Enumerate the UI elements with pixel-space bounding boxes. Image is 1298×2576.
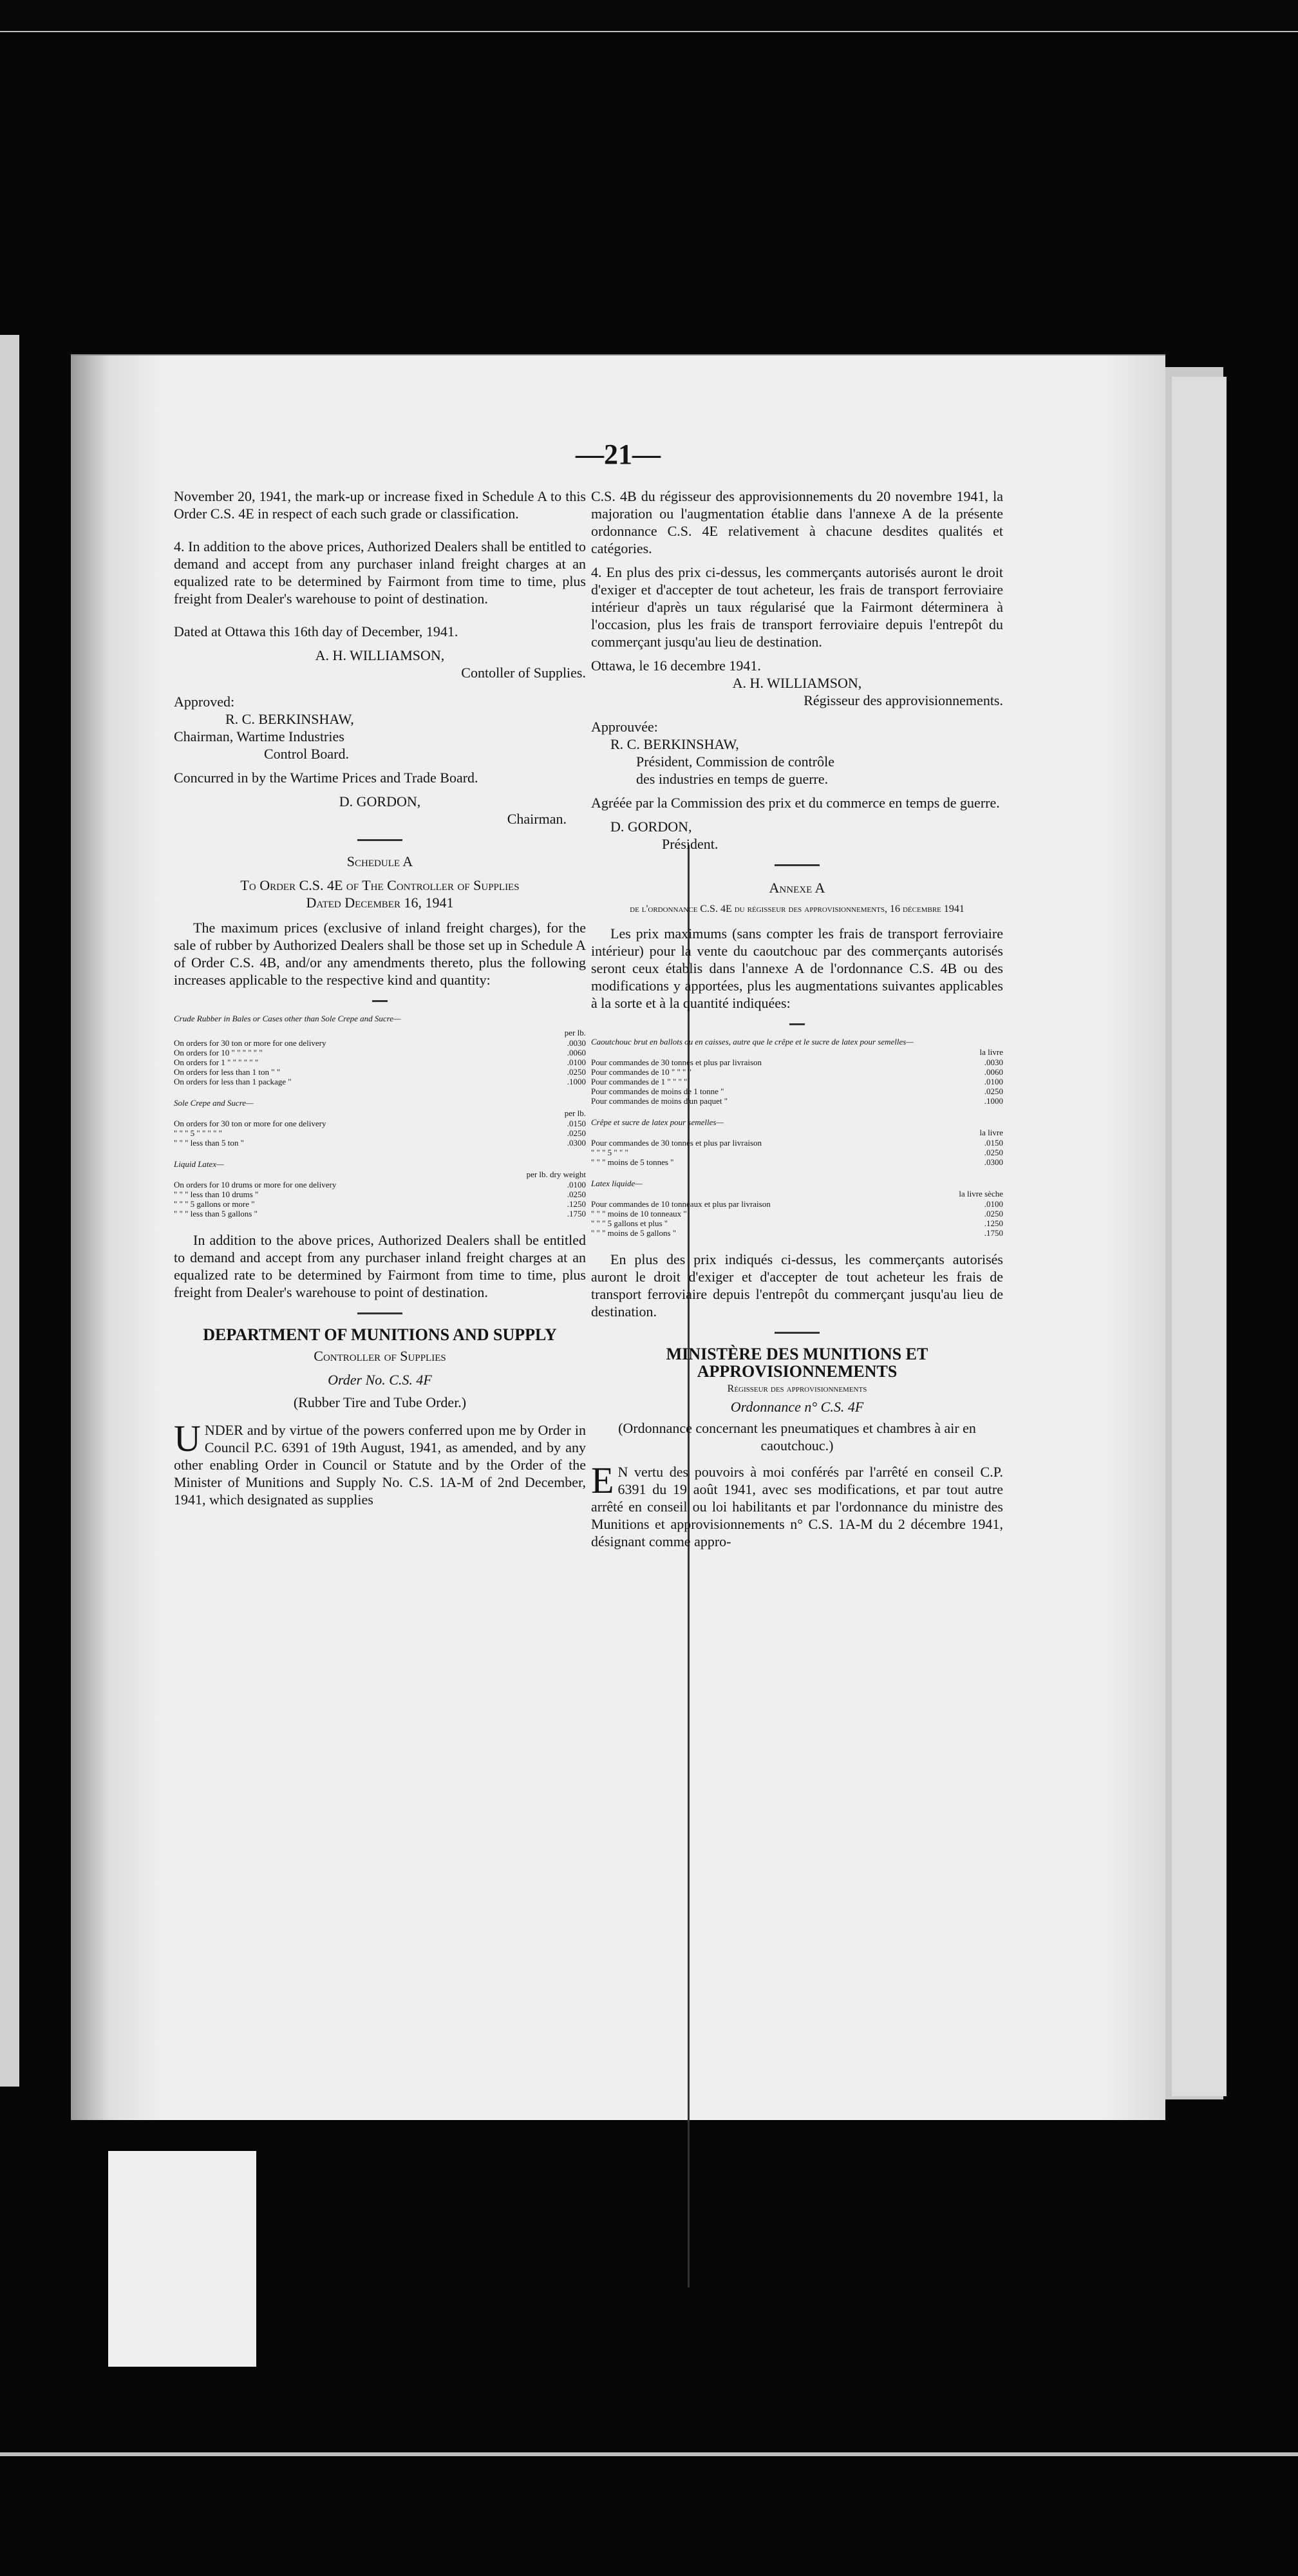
section-heading: Schedule A bbox=[346, 853, 413, 869]
table-unit: per lb. dry weight bbox=[526, 1170, 586, 1179]
row-label: Pour commandes de 1 " " " " bbox=[591, 1077, 688, 1086]
row-value: .0250 bbox=[567, 1189, 586, 1199]
department-heading: APPROVISIONNEMENTS bbox=[697, 1362, 898, 1381]
row-label: " " " moins de 5 tonnes " bbox=[591, 1157, 674, 1167]
row-value: .1250 bbox=[567, 1199, 586, 1209]
row-value: .0100 bbox=[984, 1199, 1003, 1209]
paragraph: Les prix maximums (sans compter les frais de transport ferroviaire intérieur) pour la vente du caoutchouc par des commerçants autorisés seront ceux établis dans l'annexe A de l'ordonnance C.S. 4B ou des modifications y apportées, plus les augmentations suivantes applicables à la sorte et à la quantité indiquées: bbox=[591, 925, 1003, 1011]
drop-cap: U bbox=[174, 1417, 201, 1459]
row-value: .1250 bbox=[984, 1218, 1003, 1228]
department-heading: DEPARTMENT OF MUNITIONS AND SUPPLY bbox=[203, 1325, 557, 1344]
row-label: " " " 5 " " " bbox=[591, 1148, 628, 1157]
divider-rule bbox=[789, 1023, 805, 1025]
row-label: On orders for less than 1 package " bbox=[174, 1077, 292, 1086]
row-value: .0250 bbox=[567, 1128, 586, 1138]
department-heading: MINISTÈRE DES MUNITIONS ET bbox=[666, 1345, 928, 1363]
table-row bbox=[174, 1048, 586, 1057]
row-label: On orders for less than 1 ton " " bbox=[174, 1067, 281, 1077]
row-label: " " " 5 gallons or more " bbox=[174, 1199, 255, 1209]
rate-table bbox=[591, 1057, 1003, 1106]
row-value: .0300 bbox=[567, 1138, 586, 1148]
row-label: " " " moins de 10 tonneaux " bbox=[591, 1209, 687, 1218]
table-row bbox=[174, 1189, 586, 1199]
table-row bbox=[591, 1199, 1003, 1209]
table-row bbox=[591, 1157, 1003, 1167]
signer-name: D. GORDON, bbox=[339, 793, 421, 810]
signer-title: Régisseur des approvisionnements. bbox=[804, 692, 1003, 708]
table-row bbox=[591, 1138, 1003, 1148]
table-heading: Crude Rubber in Bales or Cases other than Sole Crepe and Sucre— bbox=[174, 1014, 401, 1023]
adjacent-page-fragment bbox=[0, 335, 19, 2087]
signer-title: Président. bbox=[662, 836, 719, 852]
row-value: .0100 bbox=[567, 1180, 586, 1189]
rate-table bbox=[591, 1199, 1003, 1238]
row-value: .1000 bbox=[567, 1077, 586, 1086]
signer-name: R. C. BERKINSHAW, bbox=[610, 736, 739, 752]
row-label: On orders for 30 ton or more for one delivery bbox=[174, 1119, 326, 1128]
signer-name: A. H. WILLIAMSON, bbox=[732, 675, 862, 691]
rate-table bbox=[591, 1138, 1003, 1167]
table-row bbox=[591, 1218, 1003, 1228]
table-unit: per lb. bbox=[564, 1028, 586, 1037]
row-value: .0300 bbox=[984, 1157, 1003, 1167]
paragraph-text: N vertu des pouvoirs à moi conférés par l'arrêté en conseil C.P. 6391 du 19 août 1941, avec ses modifications, et par tout autre arrêté en conseil ou loi habilitants et par l'ordonnance du ministre des Munitions et approvisionnements n° C.S. 1A-M du 2 décembre 1941, désignant comme appro- bbox=[591, 1464, 1003, 1549]
paragraph bbox=[591, 1459, 1003, 1550]
divider-rule bbox=[372, 1000, 388, 1002]
table-unit: la livre bbox=[979, 1047, 1003, 1057]
row-label: " " " less than 10 drums " bbox=[174, 1189, 259, 1199]
table-row bbox=[591, 1067, 1003, 1077]
row-label: On orders for 30 ton or more for one delivery bbox=[174, 1038, 326, 1048]
paragraph: Concurred in by the Wartime Prices and Trade Board. bbox=[174, 770, 478, 786]
row-label: " " " less than 5 gallons " bbox=[174, 1209, 258, 1218]
table-row bbox=[174, 1128, 586, 1138]
table-row bbox=[591, 1148, 1003, 1157]
table-unit: la livre sèche bbox=[959, 1189, 1003, 1198]
table-heading: Sole Crepe and Sucre— bbox=[174, 1098, 254, 1108]
french-column bbox=[591, 488, 1003, 1557]
order-subheading: (Rubber Tire and Tube Order.) bbox=[293, 1394, 467, 1410]
paragraph: C.S. 4B du régisseur des approvisionnements du 20 novembre 1941, la majoration ou l'augmentation établie dans l'annexe A de la présente ordonnance C.S. 4E relativement à chacune desdites qualités et catégories. bbox=[591, 488, 1003, 556]
row-value: .1750 bbox=[567, 1209, 586, 1218]
underlying-paper-tab bbox=[108, 2151, 256, 2367]
row-value: .0030 bbox=[567, 1038, 586, 1048]
row-label: Pour commandes de 30 tonnes et plus par livraison bbox=[591, 1138, 762, 1148]
row-label: " " " moins de 5 gallons " bbox=[591, 1228, 677, 1238]
row-label: On orders for 10 drums or more for one delivery bbox=[174, 1180, 337, 1189]
table-heading: Crêpe et sucre de latex pour semelles— bbox=[591, 1117, 724, 1127]
row-value: .0060 bbox=[984, 1067, 1003, 1077]
underlying-page-edge-2 bbox=[1172, 377, 1227, 2096]
paragraph: 4. En plus des prix ci-dessus, les commerçants autorisés auront le droit d'exiger et d'accepter de tout acheteur, les frais de transport ferroviaire intérieur d'après un taux régularisé que la Fairmont déterminera à l'occasion, plus les frais de transport ferroviaire depuis l'entrepôt du commerçant jusqu'au lieu de destination. bbox=[591, 564, 1003, 650]
rate-table bbox=[174, 1119, 586, 1148]
rate-table bbox=[174, 1038, 586, 1086]
table-heading: Latex liquide— bbox=[591, 1179, 643, 1188]
paragraph: In addition to the above prices, Authorized Dealers shall be entitled to demand and accept from any purchaser inland freight charges at an equalized rate to be determined by Fairmont from time to time, plus freight from Dealer's warehouse to point of destination. bbox=[174, 1232, 586, 1300]
order-heading: Order No. C.S. 4F bbox=[328, 1372, 432, 1388]
drop-cap: E bbox=[591, 1459, 614, 1501]
table-row bbox=[591, 1057, 1003, 1067]
paragraph: 4. In addition to the above prices, Authorized Dealers shall be entitled to demand and accept from any purchaser inland freight charges at an equalized rate to be determined by Fairmont from time to time, plus freight from Dealer's warehouse to point of destination. bbox=[174, 538, 586, 607]
dated-line: Ottawa, le 16 decembre 1941. bbox=[591, 658, 761, 674]
english-column bbox=[174, 488, 586, 1515]
section-subheading: To Order C.S. 4E of The Controller of Supplies bbox=[240, 877, 520, 893]
table-row bbox=[591, 1077, 1003, 1086]
signer-name: R. C. BERKINSHAW, bbox=[225, 711, 354, 727]
section-subheading: Dated December 16, 1941 bbox=[306, 895, 454, 911]
controller-heading: Controller of Supplies bbox=[314, 1348, 446, 1364]
row-value: .0030 bbox=[984, 1057, 1003, 1067]
row-label: Pour commandes de 10 " " " " bbox=[591, 1067, 691, 1077]
row-value: .0060 bbox=[567, 1048, 586, 1057]
signer-title: Président, Commission de contrôle bbox=[636, 753, 834, 770]
film-border-top bbox=[0, 0, 1298, 32]
signer-name: A. H. WILLIAMSON, bbox=[315, 647, 445, 663]
page-number: —21— bbox=[576, 439, 661, 470]
table-row bbox=[591, 1209, 1003, 1218]
signer-title: Contoller of Supplies. bbox=[461, 665, 586, 681]
table-row bbox=[174, 1057, 586, 1067]
row-label: Pour commandes de 30 tonnes et plus par livraison bbox=[591, 1057, 762, 1067]
row-label: Pour commandes de 10 tonneaux et plus par livraison bbox=[591, 1199, 771, 1209]
row-label: " " " 5 " " " " " bbox=[174, 1128, 222, 1138]
dated-line: Dated at Ottawa this 16th day of December, 1941. bbox=[174, 623, 458, 639]
section-heading: Annexe A bbox=[769, 880, 825, 896]
divider-rule bbox=[775, 1332, 820, 1334]
row-label: " " " 5 gallons et plus " bbox=[591, 1218, 668, 1228]
row-label: On orders for 1 " " " " " " bbox=[174, 1057, 259, 1067]
document-page bbox=[71, 354, 1165, 2120]
signer-title: Control Board. bbox=[264, 746, 349, 762]
table-row bbox=[174, 1077, 586, 1086]
rate-table bbox=[174, 1180, 586, 1218]
row-value: .0150 bbox=[984, 1138, 1003, 1148]
paragraph bbox=[174, 1417, 586, 1508]
paragraph-text: NDER and by virtue of the powers conferred upon me by Order in Council P.C. 6391 of 19th August, 1941, as amended, and by any other enabling Order in Council or Statute and by the Order of the Minister of Munitions and Supply No. C.S. 1A-M of 2nd December, 1941, which designated as supplies bbox=[174, 1422, 586, 1508]
row-value: .0250 bbox=[984, 1209, 1003, 1218]
row-value: .0100 bbox=[567, 1057, 586, 1067]
table-row bbox=[174, 1209, 586, 1218]
table-row bbox=[174, 1199, 586, 1209]
order-heading: Ordonnance n° C.S. 4F bbox=[730, 1399, 864, 1415]
table-row bbox=[174, 1038, 586, 1048]
paragraph: En plus des prix indiqués ci-dessus, les commerçants autorisés auront le droit d'exiger et d'accepter de tout acheteur les frais de transport ferroviaire depuis l'entrepôt du commerçant jusqu'au lieu de destination. bbox=[591, 1251, 1003, 1320]
row-label: Pour commandes de moins de 1 tonne " bbox=[591, 1086, 724, 1096]
row-value: .1000 bbox=[984, 1096, 1003, 1106]
divider-rule bbox=[357, 1312, 402, 1314]
signer-title: Chairman, Wartime Industries bbox=[174, 728, 344, 744]
row-label: " " " less than 5 ton " bbox=[174, 1138, 244, 1148]
order-subheading: (Ordonnance concernant les pneumatiques et chambres à air en caoutchouc.) bbox=[618, 1420, 976, 1454]
divider-rule bbox=[775, 864, 820, 866]
table-unit: per lb. bbox=[564, 1108, 586, 1118]
table-heading: Liquid Latex— bbox=[174, 1159, 224, 1169]
table-heading: Caoutchouc brut en ballots ou en caisses, autre que le crêpe et le sucre de latex pour semelles— bbox=[591, 1037, 914, 1046]
table-row bbox=[174, 1067, 586, 1077]
row-value: .1750 bbox=[984, 1228, 1003, 1238]
row-value: .0250 bbox=[984, 1086, 1003, 1096]
signer-title: des industries en temps de guerre. bbox=[636, 771, 829, 787]
row-label: On orders for 10 " " " " " " bbox=[174, 1048, 263, 1057]
row-label: Pour commandes de moins d'un paquet " bbox=[591, 1096, 728, 1106]
row-value: .0100 bbox=[984, 1077, 1003, 1086]
signer-title: Chairman. bbox=[507, 811, 567, 827]
paragraph: Agréée par la Commission des prix et du commerce en temps de guerre. bbox=[591, 795, 1000, 811]
table-row bbox=[591, 1228, 1003, 1238]
table-row bbox=[174, 1119, 586, 1128]
row-value: .0250 bbox=[984, 1148, 1003, 1157]
paragraph: November 20, 1941, the mark-up or increase fixed in Schedule A to this Order C.S. 4E in respect of each such grade or classification. bbox=[174, 488, 586, 522]
row-value: .0250 bbox=[567, 1067, 586, 1077]
paragraph: The maximum prices (exclusive of inland freight charges), for the sale of rubber by Authorized Dealers shall be those set up in Schedule A of Order C.S. 4B, and/or any amendments thereto, plus the following increases applicable to the respective kind and quantity: bbox=[174, 920, 586, 988]
signer-name: D. GORDON, bbox=[610, 819, 692, 835]
row-value: .0150 bbox=[567, 1119, 586, 1128]
controller-heading: Régisseur des approvisionnements bbox=[727, 1383, 867, 1394]
table-row bbox=[174, 1138, 586, 1148]
table-unit: la livre bbox=[979, 1128, 1003, 1137]
table-row bbox=[591, 1086, 1003, 1096]
film-border-bottom bbox=[0, 2452, 1298, 2456]
approved-label: Approuvée: bbox=[591, 719, 658, 735]
divider-rule bbox=[357, 839, 402, 841]
table-row bbox=[591, 1096, 1003, 1106]
table-row bbox=[174, 1180, 586, 1189]
approved-label: Approved: bbox=[174, 694, 235, 710]
section-subheading: de l'ordonnance C.S. 4E du régisseur des approvisionnements, 16 décembre 1941 bbox=[630, 904, 964, 914]
